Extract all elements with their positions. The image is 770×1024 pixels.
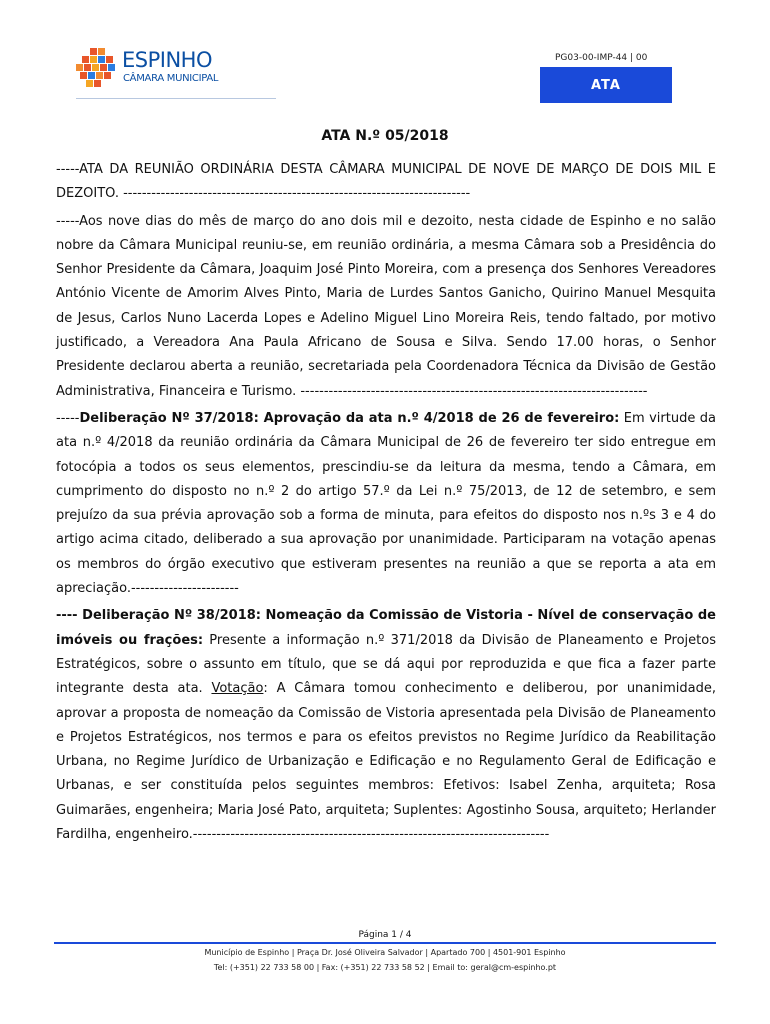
document-body bbox=[56, 158, 716, 850]
logo-mosaic-icon bbox=[76, 48, 116, 90]
vote-label: Votação bbox=[211, 681, 264, 697]
page-title: ATA N.º 05/2018 bbox=[321, 128, 449, 144]
logo-subtitle: CÂMARA MUNICIPAL bbox=[123, 73, 219, 84]
paragraph-deliberation-38 bbox=[56, 604, 716, 847]
paragraph-lead: ----- bbox=[56, 410, 80, 426]
logo-divider bbox=[76, 98, 276, 99]
document-code: PG03-00-IMP-44 | 00 bbox=[555, 53, 648, 63]
paragraph-heading bbox=[56, 158, 716, 207]
paragraph-text: Presente a informação n.º 371/2018 da Divisão de Planeamento e Projetos Estratégicos, sobre o assunto em título, que se dá aqui por reproduzida e que fica a fazer parte integrante desta ata. bbox=[56, 632, 716, 697]
page-number: Página 1 / 4 bbox=[358, 930, 412, 940]
municipality-logo bbox=[76, 44, 276, 104]
paragraph-text: -----Aos nove dias do mês de março do ano dois mil e dezoito, nesta cidade de Espinho e no salão nobre da Câmara Municipal reuniu-se, em reunião ordinária, a mesma Câmara sob a Presidência do Senhor Presidente da Câmara, Joaquim José Pinto Moreira, com a presença dos Senhores Vereadores António Vicente de Amorim Alves Pinto, Maria de Lurdes Santos Ganicho, Quirino Manuel Mesquita de Jesus, Carlos Nuno Lacerda Lopes e Adelino Miguel Lino Moreira Reis, tendo faltado, por motivo justificado, a Vereadora Ana Paula Africano de Sousa e Silva. Sendo 17.00 horas, o Senhor Presidente declarou aberta a reunião, secretariada pela Coordenadora Técnica da Divisão de Gestão Administrativa, Financeira e Turismo. -------------------------------------------------------------------------- bbox=[56, 213, 716, 399]
footer-divider bbox=[54, 942, 716, 944]
paragraph-text: -----ATA DA REUNIÃO ORDINÁRIA DESTA CÂMARA MUNICIPAL DE NOVE DE MARÇO DE DOIS MIL E DEZOITO. -------------------------------------------------------------------------- bbox=[56, 162, 716, 202]
paragraph-deliberation-37 bbox=[56, 407, 716, 601]
footer-address: Município de Espinho | Praça Dr. José Oliveira Salvador | Apartado 700 | 4501-901 Espinho bbox=[204, 948, 566, 957]
paragraph-text: : A Câmara tomou conhecimento e deliberou, por unanimidade, aprovar a proposta de nomeação da Comissão de Vistoria apresentada pela Divisão de Planeamento e Projetos Estratégicos, nos termos e para os efeitos previstos no Regime Jurídico da Reabilitação Urbana, no Regime Jurídico de Urbanização e Edificação e no Regulamento Geral de Edificação e Urbanas, e ser constituída pelos seguintes membros: Efetivos: Isabel Zenha, arquiteta; Rosa Guimarães, engenheira; Maria José Pato, arquiteta; Suplentes: Agostinho Sousa, arquiteto; Herlander Fardilha, engenheiro.---------------------------------------------------------------------------- bbox=[56, 681, 716, 843]
deliberation-heading: ---- Deliberação Nº 38/2018: Nomeação da Comissão de Vistoria - Nível de conservação de imóveis ou frações: bbox=[56, 608, 716, 648]
document-type-badge: ATA bbox=[540, 67, 672, 103]
logo-name: ESPINHO bbox=[122, 48, 212, 72]
paragraph-text: Em virtude da ata n.º 4/2018 da reunião ordinária da Câmara Municipal de 26 de fevereiro ter sido entregue em fotocópia a todos os seus elementos, prescindiu-se da leitura da mesma, tendo a Câmara, em cumprimento do disposto no n.º 2 do artigo 57.º da Lei n.º 75/2013, de 12 de setembro, e sem prejuízo da sua prévia aprovação sob a forma de minuta, para efeitos do disposto nos n.ºs 3 e 4 do artigo acima citado, deliberado a sua aprovação por unanimidade. Participaram na votação apenas os membros do órgão executivo que estiveram presentes na reunião a que se reporta a ata em apreciação.----------------------- bbox=[56, 410, 716, 597]
deliberation-heading: Deliberação Nº 37/2018: Aprovação da ata n.º 4/2018 de 26 de fevereiro: bbox=[79, 410, 620, 426]
paragraph-opening bbox=[56, 210, 716, 404]
footer-contacts: Tel: (+351) 22 733 58 00 | Fax: (+351) 22 733 58 52 | Email to: geral@cm-espinho.pt bbox=[213, 963, 557, 972]
